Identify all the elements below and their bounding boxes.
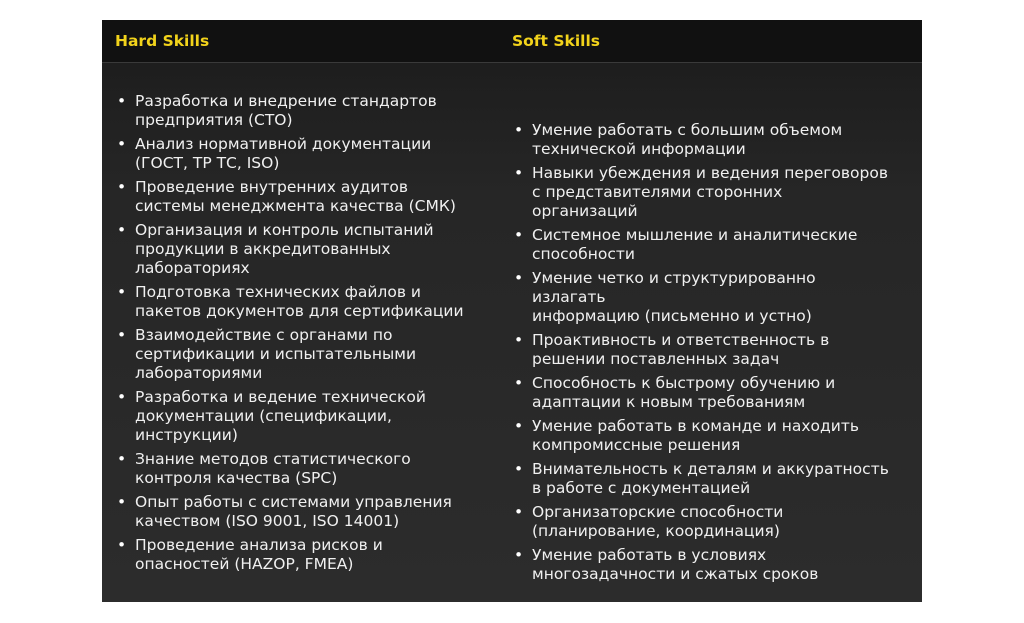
list-item xyxy=(512,546,892,584)
list-item xyxy=(512,460,892,498)
bullet-icon: • xyxy=(117,450,127,468)
list-item-text: Организаторские способности (планирование, координация) xyxy=(532,503,784,540)
list-item xyxy=(512,121,892,159)
list-item xyxy=(115,92,495,130)
bullet-icon: • xyxy=(514,460,524,478)
bullet-icon: • xyxy=(514,331,524,349)
list-item-text: Знание методов статистического контроля качества (SPC) xyxy=(135,450,411,487)
list-item-text: Навыки убеждения и ведения переговоров с представителями сторонних организаций xyxy=(532,164,888,220)
list-item-text: Подготовка технических файлов и пакетов документов для сертификации xyxy=(135,283,464,320)
list-item xyxy=(115,135,495,173)
bullet-icon: • xyxy=(117,135,127,153)
list-item-text: Умение работать в команде и находить компромиссные решения xyxy=(532,417,859,454)
bullet-icon: • xyxy=(514,503,524,521)
list-item-text: Проактивность и ответственность в решении поставленных задач xyxy=(532,331,830,368)
list-item xyxy=(512,331,892,369)
bullet-icon: • xyxy=(514,226,524,244)
bullet-icon: • xyxy=(514,546,524,564)
bullet-icon: • xyxy=(514,417,524,435)
list-item-text: Способность к быстрому обучению и адаптации к новым требованиям xyxy=(532,374,836,411)
bullet-icon: • xyxy=(117,326,127,344)
list-item-text: Системное мышление и аналитические способности xyxy=(532,226,858,263)
bullet-icon: • xyxy=(514,121,524,139)
bullet-icon: • xyxy=(117,283,127,301)
list-item xyxy=(512,417,892,455)
bullet-icon: • xyxy=(117,92,127,110)
list-item xyxy=(115,493,495,531)
list-item-text: Взаимодействие с органами по сертификации и испытательными лабораториями xyxy=(135,326,417,382)
list-item xyxy=(512,226,892,264)
bullet-icon: • xyxy=(117,493,127,511)
bullet-icon: • xyxy=(514,164,524,182)
list-item-text: Умение работать в условиях многозадачности и сжатых сроков xyxy=(532,546,819,583)
soft-skills-title: Soft Skills xyxy=(512,32,600,50)
list-item-text: Проведение внутренних аудитов системы менеджмента качества (СМК) xyxy=(135,178,456,215)
list-item xyxy=(512,164,892,221)
list-item-text: Анализ нормативной документации (ГОСТ, ТР ТС, ISO) xyxy=(135,135,432,172)
list-item-text: Внимательность к деталям и аккуратность в работе с документацией xyxy=(532,460,889,497)
list-item xyxy=(115,221,495,278)
list-item xyxy=(512,503,892,541)
bullet-icon: • xyxy=(117,536,127,554)
list-item-text: Разработка и внедрение стандартов предприятия (СТО) xyxy=(135,92,437,129)
list-item-text: Организация и контроль испытаний продукции в аккредитованных лабораториях xyxy=(135,221,434,277)
list-item xyxy=(512,269,892,326)
bullet-icon: • xyxy=(514,374,524,392)
bullet-icon: • xyxy=(117,178,127,196)
list-item-text: Умение работать с большим объемом технической информации xyxy=(532,121,843,158)
hard-skills-list xyxy=(115,92,495,579)
list-item xyxy=(115,388,495,445)
bullet-icon: • xyxy=(117,388,127,406)
list-item xyxy=(115,283,495,321)
list-item-text: Опыт работы с системами управления качеством (ISO 9001, ISO 14001) xyxy=(135,493,452,530)
list-item xyxy=(115,326,495,383)
bullet-icon: • xyxy=(514,269,524,287)
list-item-text: Разработка и ведение технической документации (спецификации, инструкции) xyxy=(135,388,426,444)
list-item xyxy=(115,450,495,488)
list-item xyxy=(115,536,495,574)
skills-table xyxy=(102,20,922,602)
list-item xyxy=(115,178,495,216)
bullet-icon: • xyxy=(117,221,127,239)
list-item-text: Проведение анализа рисков и опасностей (HAZOP, FMEA) xyxy=(135,536,383,573)
list-item xyxy=(512,374,892,412)
table-header xyxy=(102,20,922,63)
hard-skills-title: Hard Skills xyxy=(115,32,210,50)
list-item-text: Умение четко и структурированно излагать информацию (письменно и устно) xyxy=(532,269,816,325)
soft-skills-list xyxy=(512,121,892,589)
